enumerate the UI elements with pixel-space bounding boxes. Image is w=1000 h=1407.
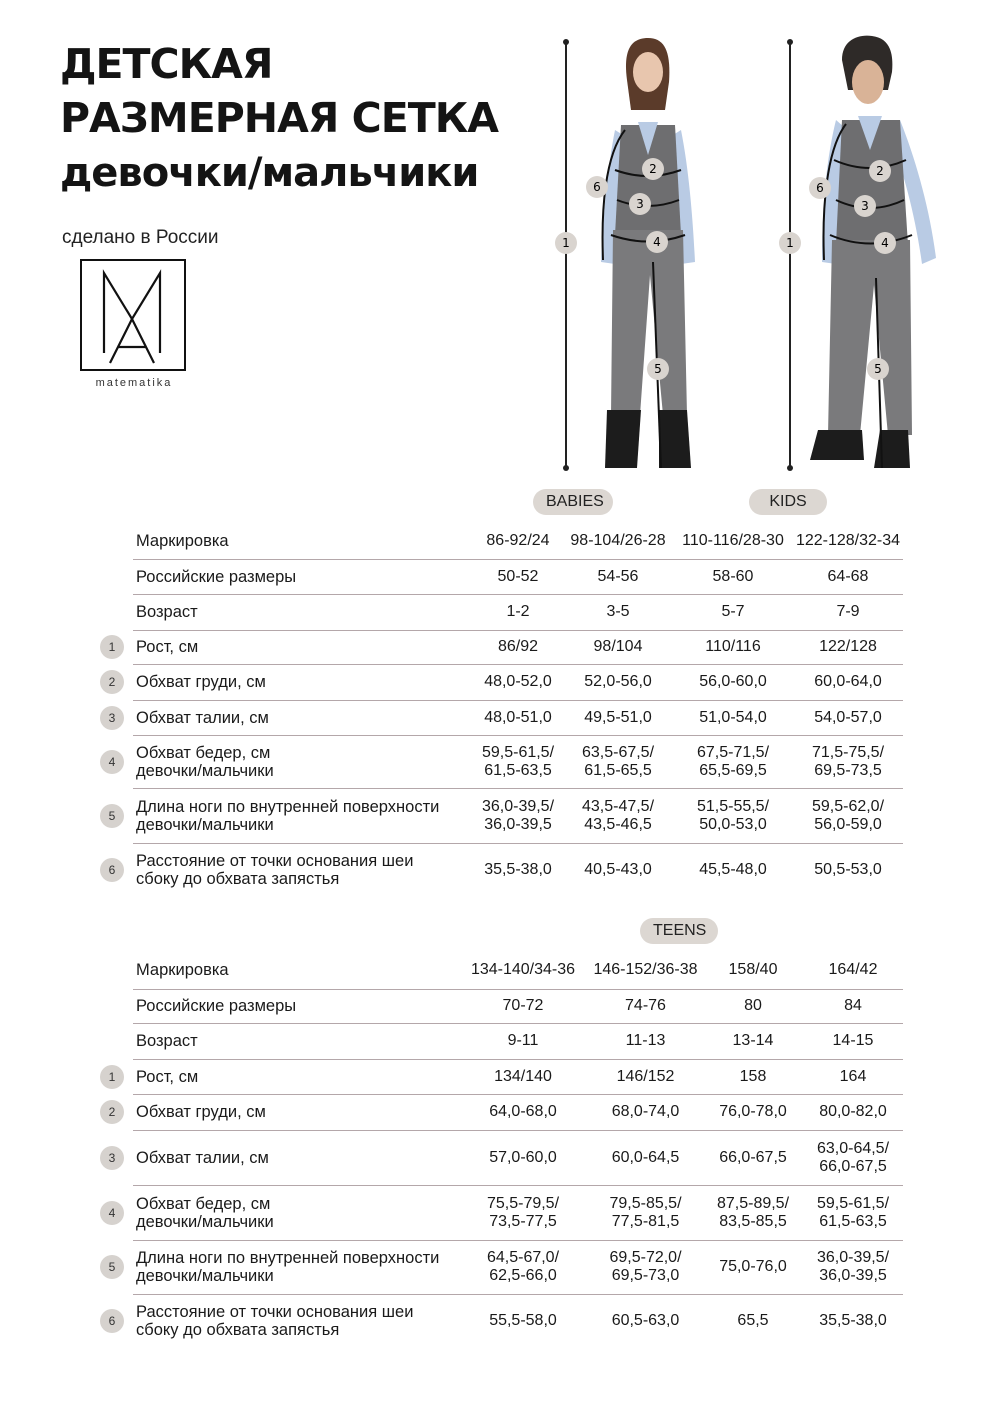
table-cell: 50-52 <box>497 567 539 585</box>
mark-waist: 3 <box>861 199 869 213</box>
table-cell: 54,0-57,0 <box>814 708 882 726</box>
table-cell: 9-11 <box>507 1032 539 1049</box>
mark-leg: 5 <box>874 362 882 376</box>
table-row <box>108 788 903 844</box>
table-cell: 59,5-62,0/ 56,0-59,0 <box>811 797 885 833</box>
table-cell: 11-13 <box>625 1032 666 1049</box>
mark-arm: 6 <box>816 181 824 195</box>
table-row <box>108 630 903 665</box>
table-cell: 84 <box>844 997 862 1014</box>
table-cell: 54-56 <box>597 567 639 585</box>
table-cell: 64,5-67,0/ 62,5-66,0 <box>486 1249 560 1284</box>
measure-number-badge: 5 <box>100 804 124 828</box>
measure-number-badge: 4 <box>100 1201 124 1225</box>
row-label: Расстояние от точки основания шеи сбоку до обхвата запястья <box>136 851 414 888</box>
mark-chest: 2 <box>876 164 884 178</box>
table-cell: 69,5-72,0/ 69,5-73,0 <box>609 1249 682 1284</box>
mark-arm: 6 <box>593 180 601 194</box>
table-cell: 5-7 <box>721 603 745 620</box>
table-cell: 110-116/28-30 <box>682 531 784 549</box>
table-row <box>133 989 903 1024</box>
table-cell: 59,5-61,5/ 61,5-63,5 <box>481 743 555 779</box>
table-cell: 80 <box>744 997 762 1014</box>
table-cell: 71,5-75,5/ 69,5-73,5 <box>811 743 885 779</box>
measure-number-badge: 2 <box>100 1100 124 1124</box>
table-cell: 51,5-55,5/ 50,0-53,0 <box>696 797 770 833</box>
measure-number-badge: 4 <box>100 750 124 774</box>
row-label: Возраст <box>136 603 198 621</box>
title-line-3: девочки/мальчики <box>60 150 479 196</box>
row-label: Длина ноги по внутренней поверхности девочки/мальчики <box>136 797 440 834</box>
table-cell: 60,0-64,0 <box>814 673 882 690</box>
measure-number-badge: 1 <box>100 1065 124 1089</box>
table-cell: 76,0-78,0 <box>719 1103 787 1120</box>
table-cell: 75,5-79,5/ 73,5-77,5 <box>486 1194 560 1230</box>
table-cell: 68,0-74,0 <box>611 1103 680 1120</box>
table-cell: 63,0-64,5/ 66,0-67,5 <box>816 1139 890 1175</box>
table-cell: 55,5-58,0 <box>489 1311 557 1329</box>
table-cell: 59,5-61,5/ 61,5-63,5 <box>816 1194 890 1230</box>
table-cell: 146-152/36-38 <box>593 961 698 978</box>
group-babies: BABIES <box>533 489 613 515</box>
table-cell: 158 <box>739 1067 767 1085</box>
table-row <box>133 594 903 631</box>
brand-logo-icon <box>82 261 184 369</box>
table-cell: 75,0-76,0 <box>719 1258 787 1275</box>
measure-number-badge: 1 <box>100 635 124 659</box>
mark-leg: 5 <box>654 362 662 376</box>
table-row <box>108 735 903 789</box>
table-row <box>108 700 903 736</box>
table-cell: 58-60 <box>712 567 754 585</box>
table-row <box>108 1240 903 1295</box>
table-cell: 98-104/26-28 <box>570 531 666 549</box>
made-in-russia: сделано в России <box>62 227 219 248</box>
measure-number-badge: 6 <box>100 1309 124 1333</box>
table-cell: 36,0-39,5/ 36,0-39,5 <box>481 797 555 833</box>
table-row <box>133 522 903 560</box>
table-row <box>108 843 903 896</box>
row-label: Длина ноги по внутренней поверхности девочки/мальчики <box>136 1249 440 1285</box>
mark-height: 1 <box>562 236 570 250</box>
row-label: Обхват бедер, см девочки/мальчики <box>136 743 274 780</box>
measure-number-badge: 6 <box>100 858 124 882</box>
table-cell: 122/128 <box>819 638 877 655</box>
table-row <box>108 1094 903 1131</box>
boy-model-figure <box>770 30 960 475</box>
table-row <box>108 1130 903 1186</box>
table-cell: 146/152 <box>616 1067 675 1085</box>
table-cell: 74-76 <box>625 997 666 1014</box>
table-cell: 79,5-85,5/ 77,5-81,5 <box>609 1194 682 1230</box>
group-teens: TEENS <box>640 918 718 944</box>
table-cell: 65,5 <box>737 1311 769 1329</box>
row-label: Расстояние от точки основания шеи сбоку до обхвата запястья <box>136 1302 414 1339</box>
mark-hips: 4 <box>653 235 661 249</box>
brand-logo-text: matematika <box>95 377 173 389</box>
mark-waist: 3 <box>636 197 644 211</box>
measure-number-badge: 2 <box>100 670 124 694</box>
table-cell: 66,0-67,5 <box>719 1148 787 1166</box>
table-cell: 63,5-67,5/ 61,5-65,5 <box>581 743 655 779</box>
measure-number-badge: 3 <box>100 1146 124 1170</box>
table-cell: 36,0-39,5/ 36,0-39,5 <box>816 1249 890 1284</box>
table-row <box>108 1294 903 1347</box>
table-cell: 64-68 <box>827 567 869 585</box>
table-cell: 48,0-51,0 <box>484 708 552 726</box>
table-cell: 87,5-89,5/ 83,5-85,5 <box>716 1194 790 1230</box>
mark-chest: 2 <box>649 162 657 176</box>
title-line-1: ДЕТСКАЯ <box>60 40 273 88</box>
table-cell: 98/104 <box>593 638 643 655</box>
row-label: Рост, см <box>136 638 199 656</box>
table-cell: 122-128/32-34 <box>795 531 901 549</box>
table-cell: 14-15 <box>832 1032 874 1049</box>
table-cell: 86-92/24 <box>486 531 550 549</box>
mark-height: 1 <box>786 236 794 250</box>
row-label: Обхват бедер, см девочки/мальчики <box>136 1194 274 1231</box>
mark-hips: 4 <box>881 236 889 250</box>
table-cell: 45,5-48,0 <box>699 860 767 878</box>
row-label: Российские размеры <box>136 567 297 586</box>
table-row <box>133 951 903 990</box>
table-cell: 60,5-63,0 <box>611 1311 680 1329</box>
table-cell: 80,0-82,0 <box>819 1103 887 1120</box>
table-cell: 134/140 <box>494 1067 552 1085</box>
table-cell: 67,5-71,5/ 65,5-69,5 <box>696 743 770 779</box>
table-cell: 7-9 <box>836 603 860 620</box>
table-cell: 43,5-47,5/ 43,5-46,5 <box>581 797 655 833</box>
table-cell: 60,0-64,5 <box>611 1148 680 1166</box>
table-row <box>133 559 903 595</box>
table-cell: 3-5 <box>606 603 630 620</box>
row-label: Маркировка <box>136 961 229 979</box>
table-cell: 164 <box>839 1067 867 1085</box>
table-cell: 64,0-68,0 <box>489 1103 557 1120</box>
table-cell: 57,0-60,0 <box>489 1148 557 1166</box>
table-cell: 56,0-60,0 <box>699 673 767 690</box>
table-cell: 70-72 <box>502 997 544 1014</box>
table-cell: 35,5-38,0 <box>484 860 552 878</box>
table-cell: 86/92 <box>497 638 539 655</box>
table-cell: 50,5-53,0 <box>814 860 882 878</box>
table-cell: 51,0-54,0 <box>699 708 767 726</box>
table-cell: 1-2 <box>506 603 530 620</box>
group-kids: KIDS <box>749 489 827 515</box>
row-label: Обхват талии, см <box>136 1148 269 1167</box>
table-cell: 40,5-43,0 <box>584 860 652 878</box>
row-label: Обхват груди, см <box>136 1103 266 1121</box>
girl-model-figure <box>545 30 735 475</box>
table-cell: 134-140/34-36 <box>470 961 576 978</box>
table-cell: 35,5-38,0 <box>819 1311 887 1329</box>
table-cell: 110/116 <box>705 638 761 655</box>
table-row <box>108 1059 903 1095</box>
measure-number-badge: 5 <box>100 1255 124 1279</box>
measure-number-badge: 3 <box>100 706 124 730</box>
row-label: Обхват талии, см <box>136 708 269 727</box>
table-cell: 13-14 <box>732 1032 774 1049</box>
table-row <box>133 1023 903 1060</box>
table-cell: 52,0-56,0 <box>584 673 652 690</box>
row-label: Обхват груди, см <box>136 673 266 691</box>
table-row <box>108 664 903 701</box>
row-label: Возраст <box>136 1032 198 1050</box>
table-row <box>108 1185 903 1241</box>
row-label: Маркировка <box>136 531 229 550</box>
table-cell: 48,0-52,0 <box>484 673 552 690</box>
title-line-2: РАЗМЕРНАЯ СЕТКА <box>60 94 498 142</box>
table-cell: 164/42 <box>828 961 878 978</box>
table-cell: 49,5-51,0 <box>584 708 652 726</box>
table-cell: 158/40 <box>728 961 778 978</box>
row-label: Российские размеры <box>136 997 297 1015</box>
brand-logo <box>80 259 186 371</box>
row-label: Рост, см <box>136 1067 199 1086</box>
